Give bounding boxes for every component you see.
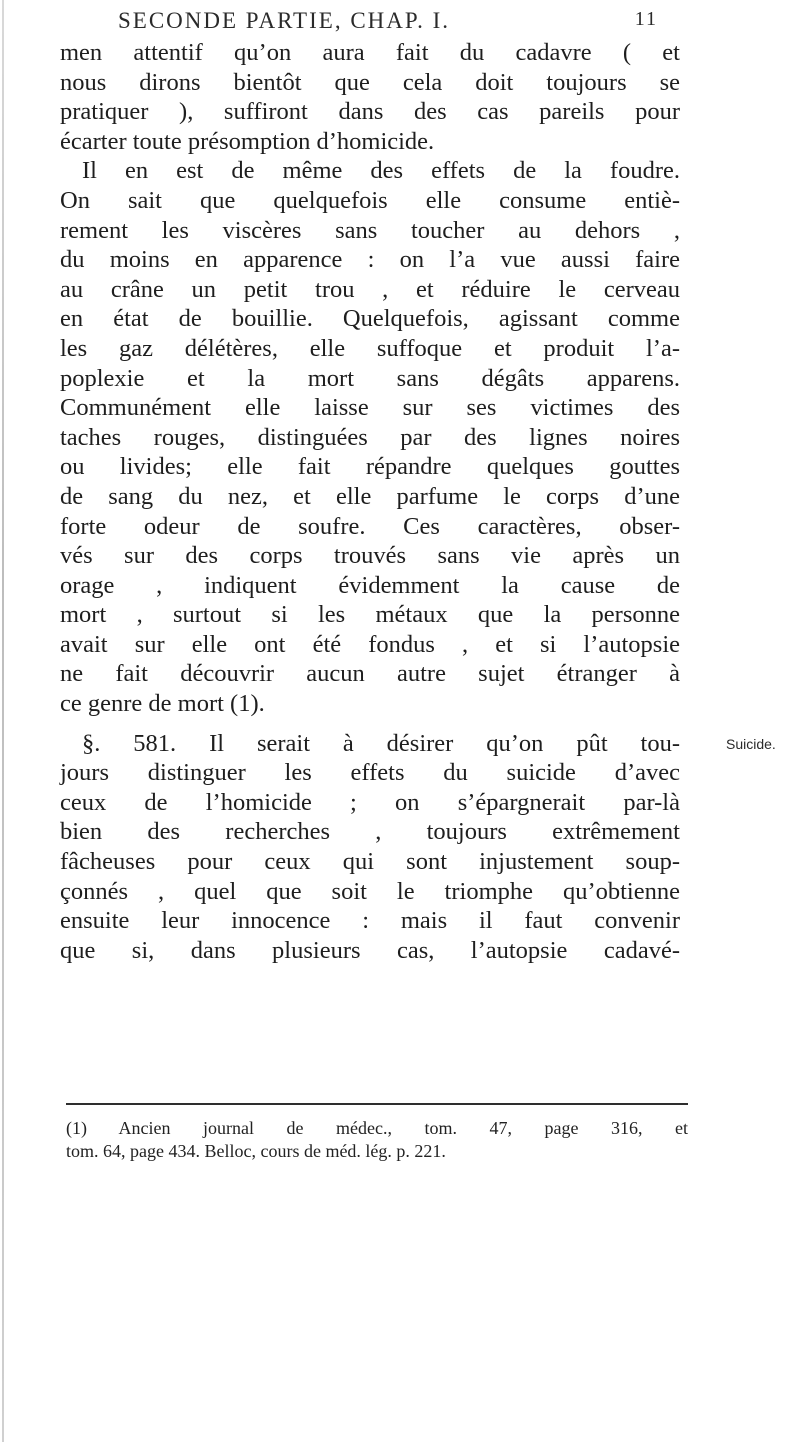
text-line: rement les viscères sans toucher au dehors , [60, 216, 680, 244]
text-line: ne fait découvrir aucun autre sujet étranger à [60, 660, 680, 688]
paragraph-2 [60, 156, 680, 718]
text-line: au crâne un petit trou , et réduire le cerveau [60, 275, 680, 303]
text-line: avait sur elle ont été fondus , et si l’autopsie [60, 630, 680, 658]
text-line: §. 581. Il serait à désirer qu’on pût tou- [82, 729, 680, 757]
text-line: vés sur des corps trouvés sans vie après un [60, 542, 680, 570]
footnote-line: (1) Ancien journal de médec., tom. 47, page 316, et [66, 1118, 688, 1138]
paragraph-1 [60, 38, 680, 156]
paragraph-3 [60, 729, 680, 966]
text-line: forte odeur de soufre. Ces caractères, obser- [60, 512, 680, 540]
text-line: ensuite leur innocence : mais il faut convenir [60, 907, 680, 935]
text-line: mort , surtout si les métaux que la personne [60, 601, 680, 629]
text-line: en état de bouillie. Quelquefois, agissant comme [60, 305, 680, 333]
running-title: SECONDE PARTIE, CHAP. I. [118, 8, 451, 33]
text-line: ce genre de mort (1). [60, 690, 265, 718]
text-line: les gaz délétères, elle suffoque et produit l’a- [60, 334, 680, 362]
text-line: écarter toute présomption d’homicide. [60, 127, 435, 155]
text-line: que si, dans plusieurs cas, l’autopsie cadavé- [60, 936, 680, 964]
text-line: jours distinguer les effets du suicide d’avec [60, 759, 680, 787]
text-line: Il en est de même des effets de la foudre. [82, 157, 680, 185]
page-number: 11 [634, 8, 658, 30]
scan-edge [2, 0, 4, 1442]
running-header [118, 8, 658, 42]
text-line: fâcheuses pour ceux qui sont injustement soup- [60, 848, 680, 876]
text-line: nous dirons bientôt que cela doit toujours se [60, 68, 680, 96]
text-line: bien des recherches , toujours extrêmement [60, 818, 680, 846]
text-line: ou livides; elle fait répandre quelques gouttes [60, 453, 680, 481]
paragraph-gap [60, 719, 680, 729]
footnote [66, 1117, 688, 1163]
text-line: men attentif qu’on aura fait du cadavre ( et [60, 39, 680, 66]
text-line: du moins en apparence : on l’a vue aussi faire [60, 246, 680, 274]
text-line: çonnés , quel que soit le triomphe qu’obtienne [60, 877, 680, 905]
footnote-line: tom. 64, page 434. Belloc, cours de méd. lég. p. 221. [66, 1141, 446, 1161]
text-line: taches rouges, distinguées par des lignes noires [60, 423, 680, 451]
text-line: orage , indiquent évidemment la cause de [60, 571, 680, 599]
text-line: pratiquer ), suffiront dans des cas pareils pour [60, 98, 680, 126]
text-line: de sang du nez, et elle parfume le corps d’une [60, 482, 680, 510]
text-line: poplexie et la mort sans dégâts apparens. [60, 364, 680, 392]
margin-note: Suicide. [726, 736, 776, 752]
text-line: ceux de l’homicide ; on s’épargnerait par-là [60, 788, 680, 816]
text-line: Communément elle laisse sur ses victimes des [60, 394, 680, 422]
footnote-rule [66, 1103, 688, 1105]
text-line: On sait que quelquefois elle consume entiè- [60, 186, 680, 214]
body-text [60, 38, 680, 965]
